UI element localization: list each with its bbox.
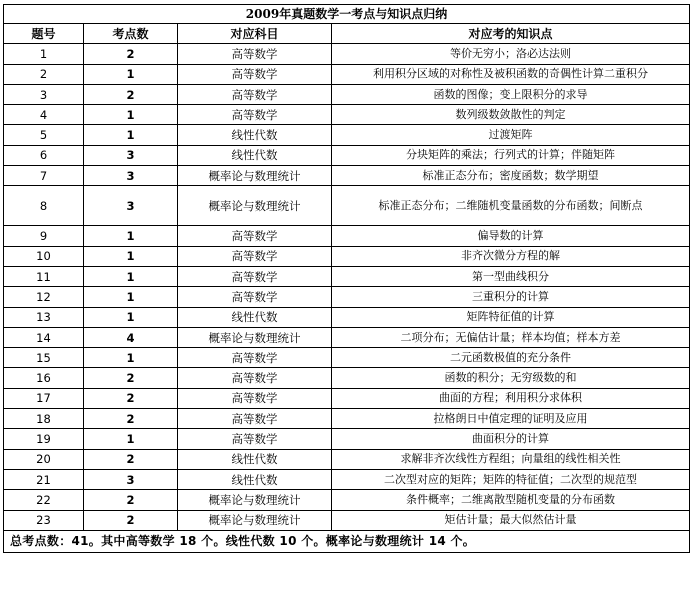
point-count-cell: 2 <box>84 368 178 388</box>
table-row <box>4 44 690 64</box>
point-count-cell: 2 <box>84 44 178 64</box>
knowledge-cell: 二次型对应的矩阵；矩阵的特征值；二次型的规范型 <box>332 469 690 489</box>
header-point-count: 考点数 <box>84 24 178 44</box>
knowledge-cell: 标准正态分布；密度函数；数学期望 <box>332 166 690 186</box>
point-count-cell: 3 <box>84 469 178 489</box>
subject-cell: 线性代数 <box>178 469 332 489</box>
point-count-cell: 1 <box>84 226 178 246</box>
question-number-cell: 22 <box>4 490 84 510</box>
question-number-cell: 23 <box>4 510 84 530</box>
table-row <box>4 307 690 327</box>
knowledge-cell: 曲面的方程；利用积分求体积 <box>332 388 690 408</box>
subject-cell: 高等数学 <box>178 348 332 368</box>
point-count-cell: 4 <box>84 327 178 347</box>
point-count-cell: 1 <box>84 125 178 145</box>
knowledge-cell: 矩阵特征值的计算 <box>332 307 690 327</box>
subject-cell: 高等数学 <box>178 44 332 64</box>
table-title: 2009年真题数学一考点与知识点归纳 <box>4 5 690 24</box>
subject-cell: 概率论与数理统计 <box>178 490 332 510</box>
question-number-cell: 3 <box>4 84 84 104</box>
knowledge-cell: 数列级数敛散性的判定 <box>332 105 690 125</box>
header-knowledge: 对应考的知识点 <box>332 24 690 44</box>
question-number-cell: 8 <box>4 186 84 226</box>
subject-cell: 高等数学 <box>178 226 332 246</box>
question-number-cell: 21 <box>4 469 84 489</box>
knowledge-cell: 过渡矩阵 <box>332 125 690 145</box>
table-row <box>4 388 690 408</box>
subject-cell: 高等数学 <box>178 105 332 125</box>
point-count-cell: 1 <box>84 307 178 327</box>
table-row <box>4 246 690 266</box>
question-number-cell: 11 <box>4 266 84 286</box>
knowledge-cell: 三重积分的计算 <box>332 287 690 307</box>
total-points-summary: 总考点数：41。其中高等数学 18 个。线性代数 10 个。概率论与数理统计 14 个。 <box>4 530 690 552</box>
knowledge-cell: 函数的图像；变上限积分的求导 <box>332 84 690 104</box>
knowledge-cell: 条件概率；二维离散型随机变量的分布函数 <box>332 490 690 510</box>
question-number-cell: 1 <box>4 44 84 64</box>
knowledge-cell: 非齐次微分方程的解 <box>332 246 690 266</box>
subject-cell: 高等数学 <box>178 246 332 266</box>
question-number-cell: 10 <box>4 246 84 266</box>
question-number-cell: 12 <box>4 287 84 307</box>
table-row <box>4 105 690 125</box>
table-row <box>4 469 690 489</box>
point-count-cell: 1 <box>84 266 178 286</box>
point-count-cell: 2 <box>84 84 178 104</box>
knowledge-cell: 等价无穷小；洛必达法则 <box>332 44 690 64</box>
subject-cell: 概率论与数理统计 <box>178 327 332 347</box>
knowledge-cell: 曲面积分的计算 <box>332 429 690 449</box>
table-row <box>4 368 690 388</box>
question-number-cell: 19 <box>4 429 84 449</box>
table-row <box>4 490 690 510</box>
point-count-cell: 1 <box>84 348 178 368</box>
subject-cell: 线性代数 <box>178 307 332 327</box>
header-subject: 对应科目 <box>178 24 332 44</box>
subject-cell: 线性代数 <box>178 449 332 469</box>
subject-cell: 高等数学 <box>178 388 332 408</box>
point-count-cell: 2 <box>84 409 178 429</box>
question-number-cell: 20 <box>4 449 84 469</box>
knowledge-cell: 第一型曲线积分 <box>332 266 690 286</box>
question-number-cell: 16 <box>4 368 84 388</box>
subject-cell: 高等数学 <box>178 84 332 104</box>
table-row <box>4 186 690 226</box>
table-row <box>4 287 690 307</box>
knowledge-cell: 标准正态分布；二维随机变量函数的分布函数；间断点 <box>332 186 690 226</box>
question-number-cell: 2 <box>4 64 84 84</box>
point-count-cell: 1 <box>84 64 178 84</box>
subject-cell: 高等数学 <box>178 368 332 388</box>
subject-cell: 线性代数 <box>178 125 332 145</box>
table-row <box>4 125 690 145</box>
table-row <box>4 510 690 530</box>
point-count-cell: 3 <box>84 186 178 226</box>
summary-row <box>4 530 690 552</box>
subject-cell: 线性代数 <box>178 145 332 165</box>
question-number-cell: 6 <box>4 145 84 165</box>
point-count-cell: 2 <box>84 449 178 469</box>
subject-cell: 高等数学 <box>178 287 332 307</box>
question-number-cell: 5 <box>4 125 84 145</box>
knowledge-cell: 求解非齐次线性方程组；向量组的线性相关性 <box>332 449 690 469</box>
question-number-cell: 13 <box>4 307 84 327</box>
table-row <box>4 166 690 186</box>
question-number-cell: 9 <box>4 226 84 246</box>
point-count-cell: 2 <box>84 510 178 530</box>
knowledge-cell: 矩估计量；最大似然估计量 <box>332 510 690 530</box>
table-row <box>4 226 690 246</box>
subject-cell: 高等数学 <box>178 409 332 429</box>
subject-cell: 概率论与数理统计 <box>178 510 332 530</box>
point-count-cell: 3 <box>84 166 178 186</box>
table-row <box>4 266 690 286</box>
knowledge-cell: 二元函数极值的充分条件 <box>332 348 690 368</box>
table-row <box>4 327 690 347</box>
table-row <box>4 145 690 165</box>
question-number-cell: 17 <box>4 388 84 408</box>
table-row <box>4 84 690 104</box>
table-row <box>4 409 690 429</box>
knowledge-cell: 分块矩阵的乘法；行列式的计算；伴随矩阵 <box>332 145 690 165</box>
point-count-cell: 1 <box>84 429 178 449</box>
question-number-cell: 15 <box>4 348 84 368</box>
header-question-number: 题号 <box>4 24 84 44</box>
subject-cell: 概率论与数理统计 <box>178 186 332 226</box>
knowledge-cell: 函数的积分；无穷级数的和 <box>332 368 690 388</box>
subject-cell: 高等数学 <box>178 64 332 84</box>
point-count-cell: 2 <box>84 490 178 510</box>
subject-cell: 高等数学 <box>178 266 332 286</box>
question-number-cell: 7 <box>4 166 84 186</box>
question-number-cell: 18 <box>4 409 84 429</box>
exam-knowledge-table <box>3 4 690 553</box>
question-number-cell: 4 <box>4 105 84 125</box>
table-row <box>4 64 690 84</box>
subject-cell: 高等数学 <box>178 429 332 449</box>
point-count-cell: 3 <box>84 145 178 165</box>
knowledge-cell: 利用积分区域的对称性及被积函数的奇偶性计算二重积分 <box>332 64 690 84</box>
subject-cell: 概率论与数理统计 <box>178 166 332 186</box>
table-row <box>4 449 690 469</box>
knowledge-cell: 偏导数的计算 <box>332 226 690 246</box>
point-count-cell: 1 <box>84 246 178 266</box>
point-count-cell: 1 <box>84 105 178 125</box>
knowledge-cell: 拉格朗日中值定理的证明及应用 <box>332 409 690 429</box>
point-count-cell: 1 <box>84 287 178 307</box>
knowledge-cell: 二项分布；无偏估计量；样本均值；样本方差 <box>332 327 690 347</box>
table-row <box>4 348 690 368</box>
question-number-cell: 14 <box>4 327 84 347</box>
table-row <box>4 429 690 449</box>
point-count-cell: 2 <box>84 388 178 408</box>
